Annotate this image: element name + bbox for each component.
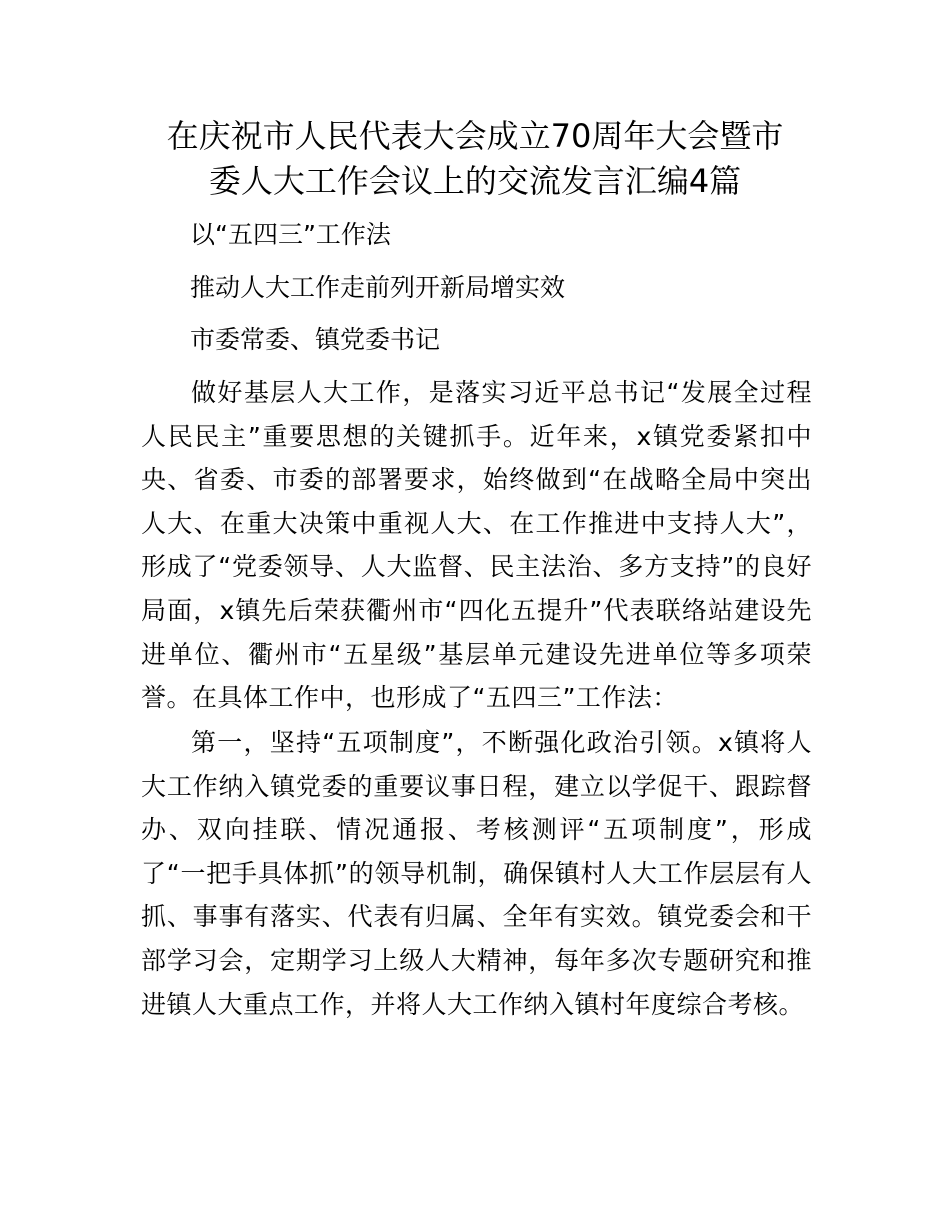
speaker-position: 市委常委、镇党委书记 (190, 325, 441, 354)
document-title-line-2: 委人大工作会议上的交流发言汇编4篇 (208, 162, 742, 200)
body-paragraph: 做好基层人大工作，是落实习近平总书记“发展全过程人民民主”重要思想的关键抓手。近年来，x镇党委紧扣中央、省委、市委的部署要求，始终做到“在战略全局中突出人大、在重大决策中重视人大、在工作推进中支持人大”，形成了“党委领导、人大监督、民主法治、多方支持”的良好局面，x镇先后荣获衢州市“四化五提升”代表联络站建设先进单位、衢州市“五星级”基层单元建设先进单位等多项荣誉。在具体工作中，也形成了“五四三”工作法： (141, 378, 812, 713)
document-title-line-1: 在庆祝市人民代表大会成立70周年大会暨市 (166, 117, 784, 155)
subtitle-method: 以“五四三”工作法 (190, 220, 391, 249)
subtitle-theme: 推动人大工作走前列开新局增实效 (190, 273, 566, 302)
body-paragraph: 第一，坚持“五项制度”，不断强化政治引领。x镇将人大工作纳入镇党委的重要议事日程，建立以学促干、跟踪督办、双向挂联、情况通报、考核测评“五项制度”，形成了“一把手具体抓”的领导机制，确保镇村人大工作层层有人抓、事事有落实、代表有归属、全年有实效。镇党委会和干部学习会，定期学习上级人大精神，每年多次专题研究和推进镇人大重点工作，并将人大工作纳入镇村年度综合考核。 (141, 728, 812, 1019)
